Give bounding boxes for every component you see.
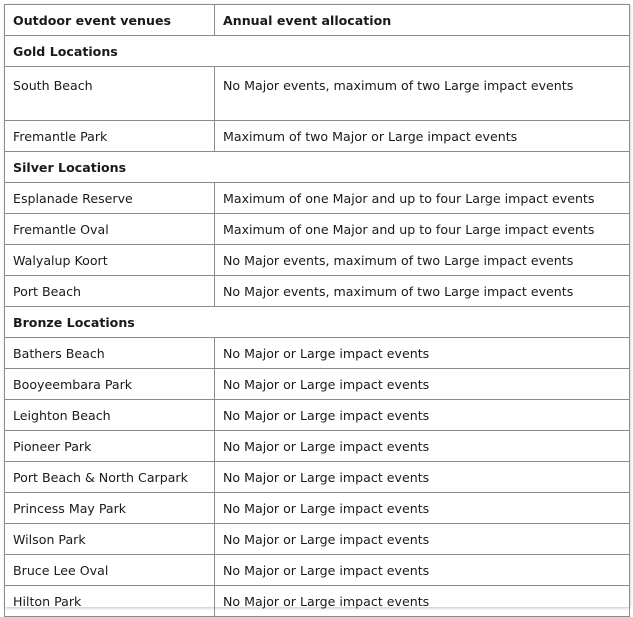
allocation-cell: No Major events, maximum of two Large impact events: [215, 276, 630, 307]
venue-allocation-table-container: [4, 4, 629, 607]
table-row: [5, 524, 630, 555]
table-row: [5, 245, 630, 276]
venue-cell: Leighton Beach: [5, 400, 215, 431]
table-row: [5, 67, 630, 121]
header-venue: Outdoor event venues: [5, 5, 215, 36]
table-row: [5, 400, 630, 431]
allocation-cell: Maximum of one Major and up to four Large impact events: [215, 183, 630, 214]
venue-cell: Booyeembara Park: [5, 369, 215, 400]
table-row: [5, 276, 630, 307]
header-allocation: Annual event allocation: [215, 5, 630, 36]
venue-cell: Bruce Lee Oval: [5, 555, 215, 586]
venue-cell: Princess May Park: [5, 493, 215, 524]
group-label-silver: Silver Locations: [5, 152, 630, 183]
allocation-cell: No Major or Large impact events: [215, 400, 630, 431]
table-row: [5, 493, 630, 524]
allocation-cell: No Major events, maximum of two Large impact events: [215, 67, 630, 121]
venue-cell: Port Beach: [5, 276, 215, 307]
allocation-cell: No Major or Large impact events: [215, 338, 630, 369]
allocation-cell: No Major or Large impact events: [215, 369, 630, 400]
venue-cell: Pioneer Park: [5, 431, 215, 462]
venue-cell: Fremantle Oval: [5, 214, 215, 245]
allocation-cell: No Major or Large impact events: [215, 493, 630, 524]
group-row-bronze: [5, 307, 630, 338]
allocation-cell: No Major events, maximum of two Large impact events: [215, 245, 630, 276]
table-row: [5, 369, 630, 400]
table-row: [5, 121, 630, 152]
allocation-cell: No Major or Large impact events: [215, 555, 630, 586]
venue-cell: Wilson Park: [5, 524, 215, 555]
allocation-cell: No Major or Large impact events: [215, 431, 630, 462]
table-row: [5, 183, 630, 214]
allocation-cell: No Major or Large impact events: [215, 586, 630, 617]
venue-cell: Port Beach & North Carpark: [5, 462, 215, 493]
venue-cell: Hilton Park: [5, 586, 215, 617]
group-row-gold: [5, 36, 630, 67]
table-header-row: [5, 5, 630, 36]
venue-cell: South Beach: [5, 67, 215, 121]
allocation-cell: No Major or Large impact events: [215, 524, 630, 555]
venue-allocation-table: [4, 4, 630, 617]
table-row: [5, 338, 630, 369]
group-row-silver: [5, 152, 630, 183]
table-row: [5, 555, 630, 586]
table-row: [5, 431, 630, 462]
allocation-cell: Maximum of one Major and up to four Large impact events: [215, 214, 630, 245]
group-label-gold: Gold Locations: [5, 36, 630, 67]
table-row: [5, 214, 630, 245]
venue-cell: Fremantle Park: [5, 121, 215, 152]
venue-cell: Esplanade Reserve: [5, 183, 215, 214]
group-label-bronze: Bronze Locations: [5, 307, 630, 338]
table-row: [5, 462, 630, 493]
venue-cell: Bathers Beach: [5, 338, 215, 369]
allocation-cell: Maximum of two Major or Large impact events: [215, 121, 630, 152]
allocation-cell: No Major or Large impact events: [215, 462, 630, 493]
venue-cell: Walyalup Koort: [5, 245, 215, 276]
